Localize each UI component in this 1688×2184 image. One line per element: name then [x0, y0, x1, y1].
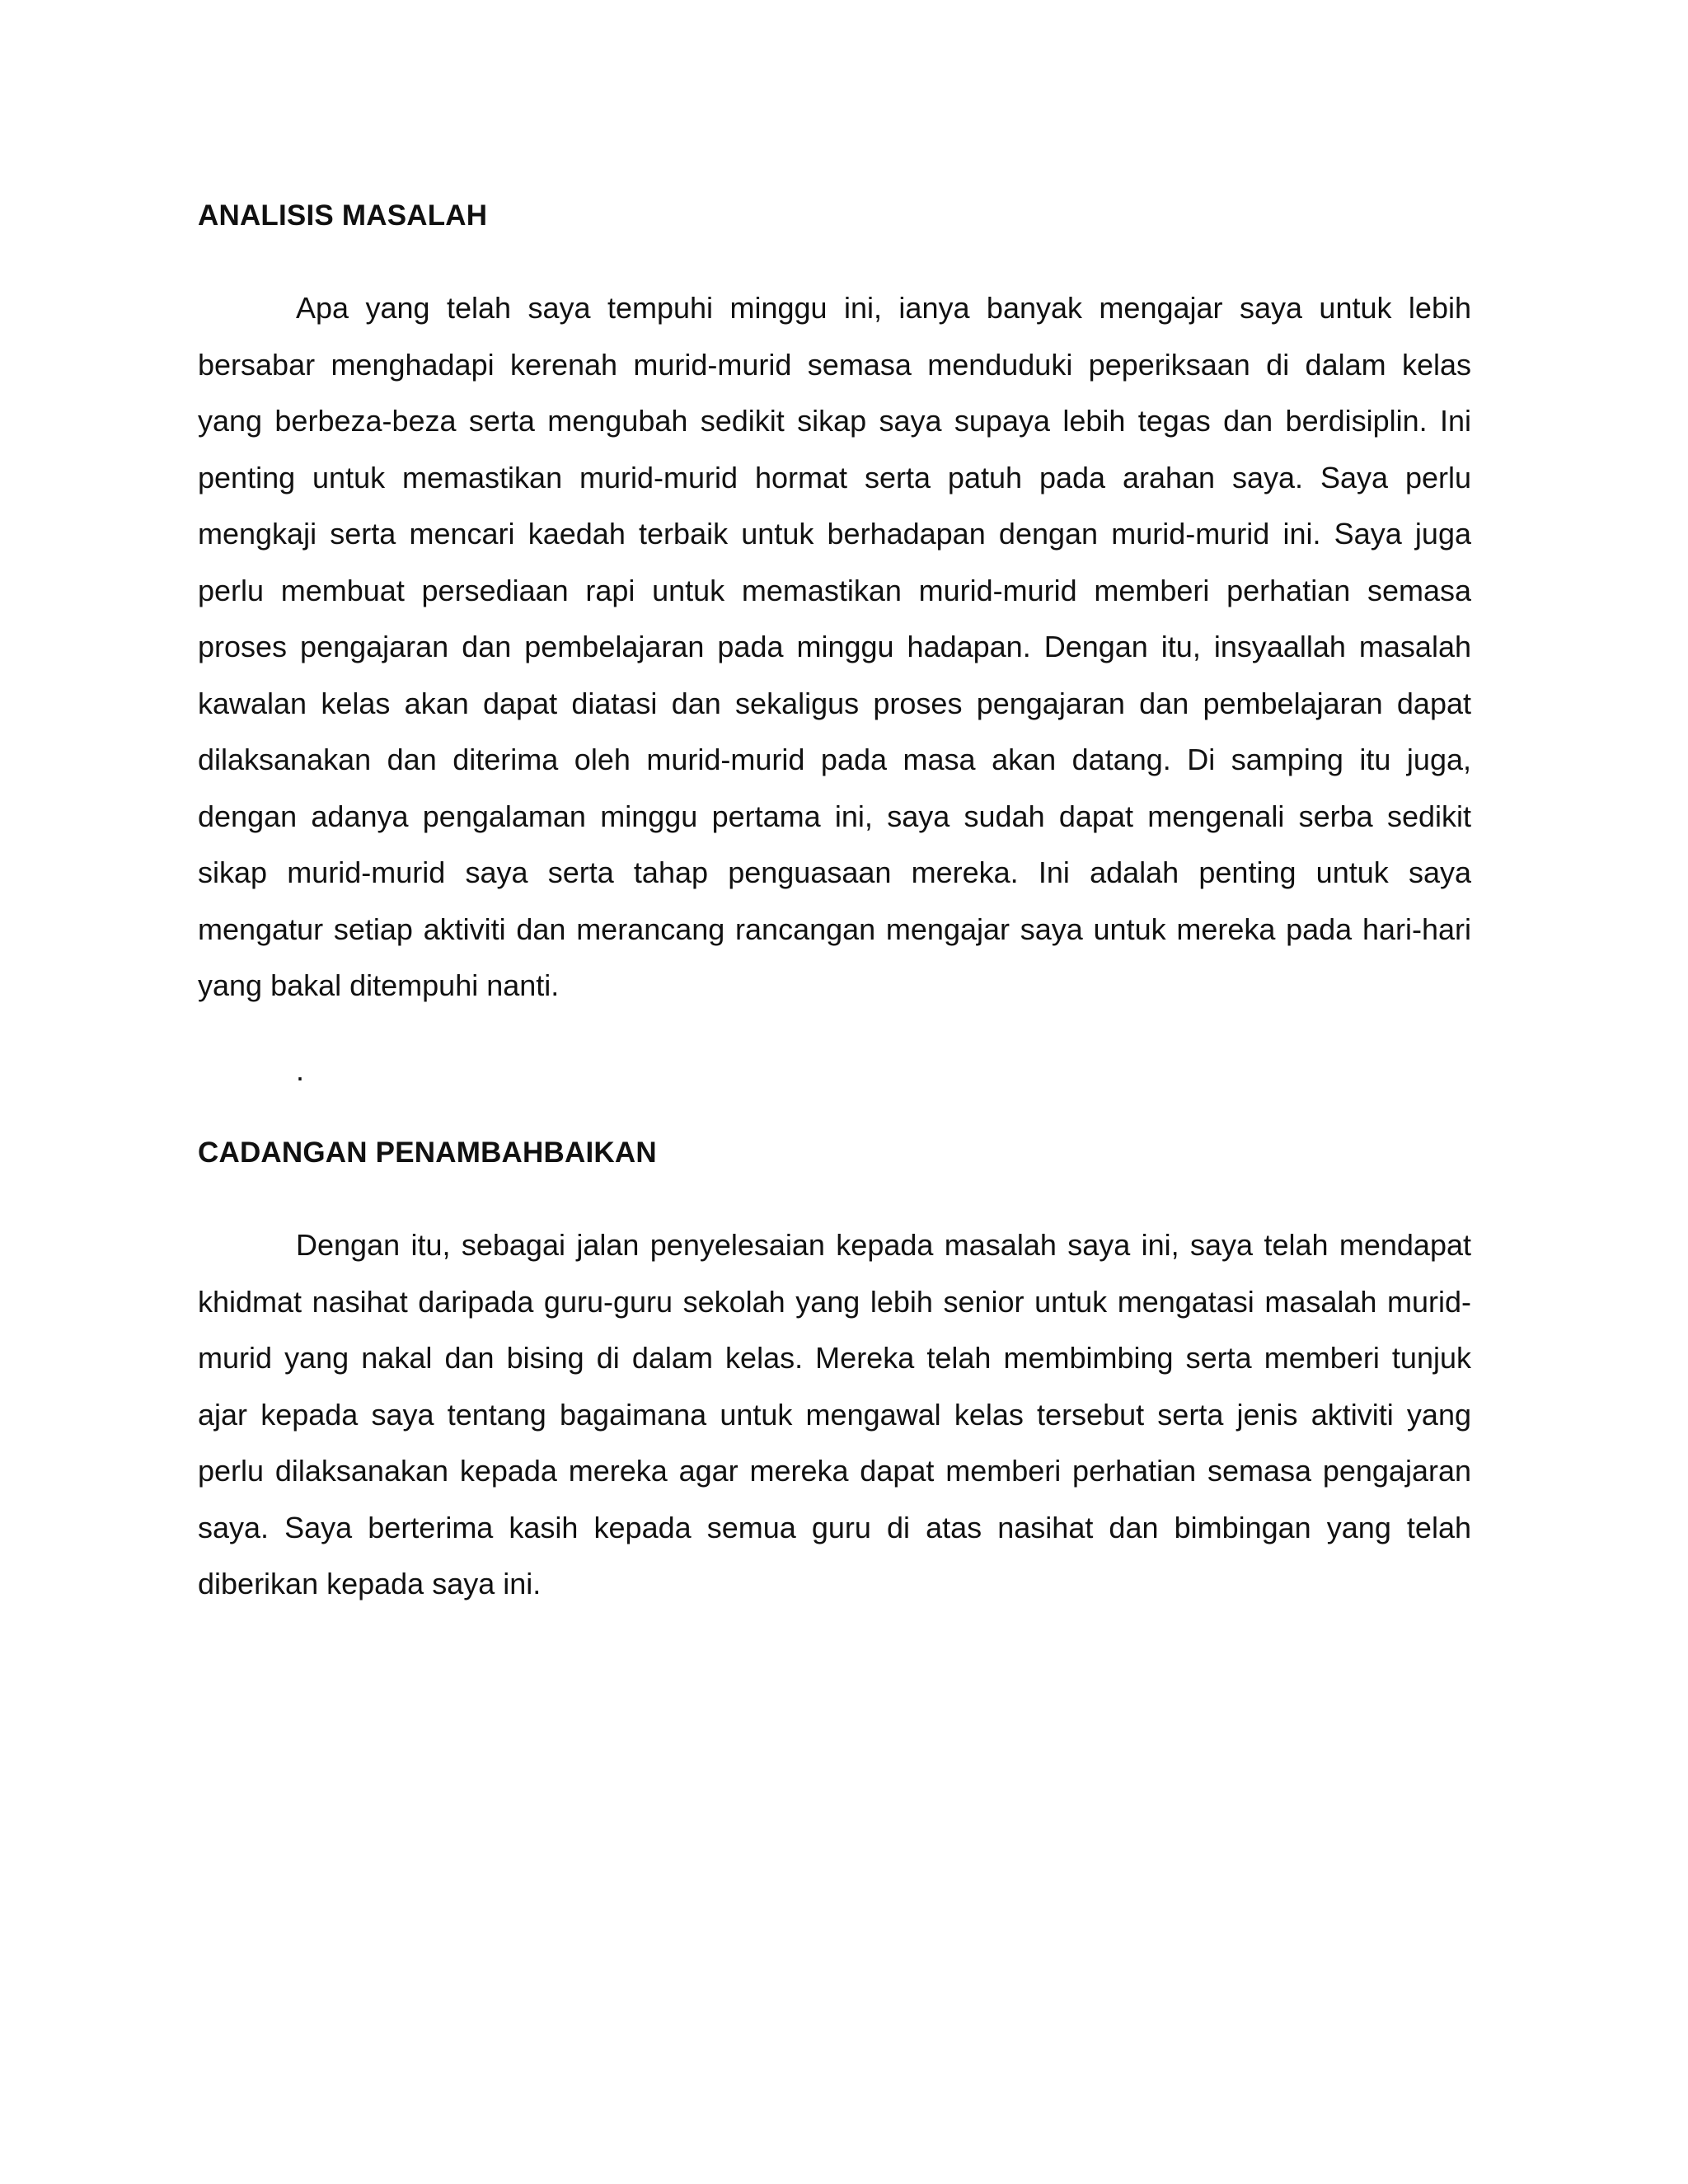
separator-dot: . — [296, 1052, 305, 1087]
document-body — [198, 194, 1471, 1613]
section-paragraph-cadangan-penambahbaikan: Dengan itu, sebagai jalan penyelesaian kepada masalah saya ini, saya telah mendapat khidmat nasihat daripada guru-guru sekolah yang lebih senior untuk mengatasi masalah murid-murid yang nakal dan bising di dalam kelas. Mereka telah membimbing serta memberi tunjuk ajar kepada saya tentang bagaimana untuk mengawal kelas tersebut serta jenis aktiviti yang perlu dilaksanakan kepada mereka agar mereka dapat memberi perhatian semasa pengajaran saya. Saya berterima kasih kepada semua guru di atas nasihat dan bimbingan yang telah diberikan kepada saya ini. — [198, 1228, 1471, 1601]
section-heading-analisis-masalah: ANALISIS MASALAH — [198, 199, 488, 232]
section-paragraph-analisis-masalah: Apa yang telah saya tempuhi minggu ini, ianya banyak mengajar saya untuk lebih bersabar menghadapi kerenah murid-murid semasa menduduki peperiksaan di dalam kelas yang berbeza-beza serta mengubah sedikit sikap saya supaya lebih tegas dan berdisiplin. Ini penting untuk memastikan murid-murid hormat serta patuh pada arahan saya. Saya perlu mengkaji serta mencari kaedah terbaik untuk berhadapan dengan murid-murid ini. Saya juga perlu membuat persediaan rapi untuk memastikan murid-murid memberi perhatian semasa proses pengajaran dan pembelajaran pada minggu hadapan. Dengan itu, insyaallah masalah kawalan kelas akan dapat diatasi dan sekaligus proses pengajaran dan pembelajaran dapat dilaksanakan dan diterima oleh murid-murid pada masa akan datang. Di samping itu juga, dengan adanya pengalaman minggu pertama ini, saya sudah dapat mengenali serba sedikit sikap murid-murid saya serta tahap penguasaan mereka. Ini adalah penting untuk saya mengatur setiap aktiviti dan merancang rancangan mengajar saya untuk mereka pada hari-hari yang bakal ditempuhi nanti. — [198, 291, 1471, 1002]
section-heading-cadangan-penambahbaikan: CADANGAN PENAMBAHBAIKAN — [198, 1137, 657, 1169]
